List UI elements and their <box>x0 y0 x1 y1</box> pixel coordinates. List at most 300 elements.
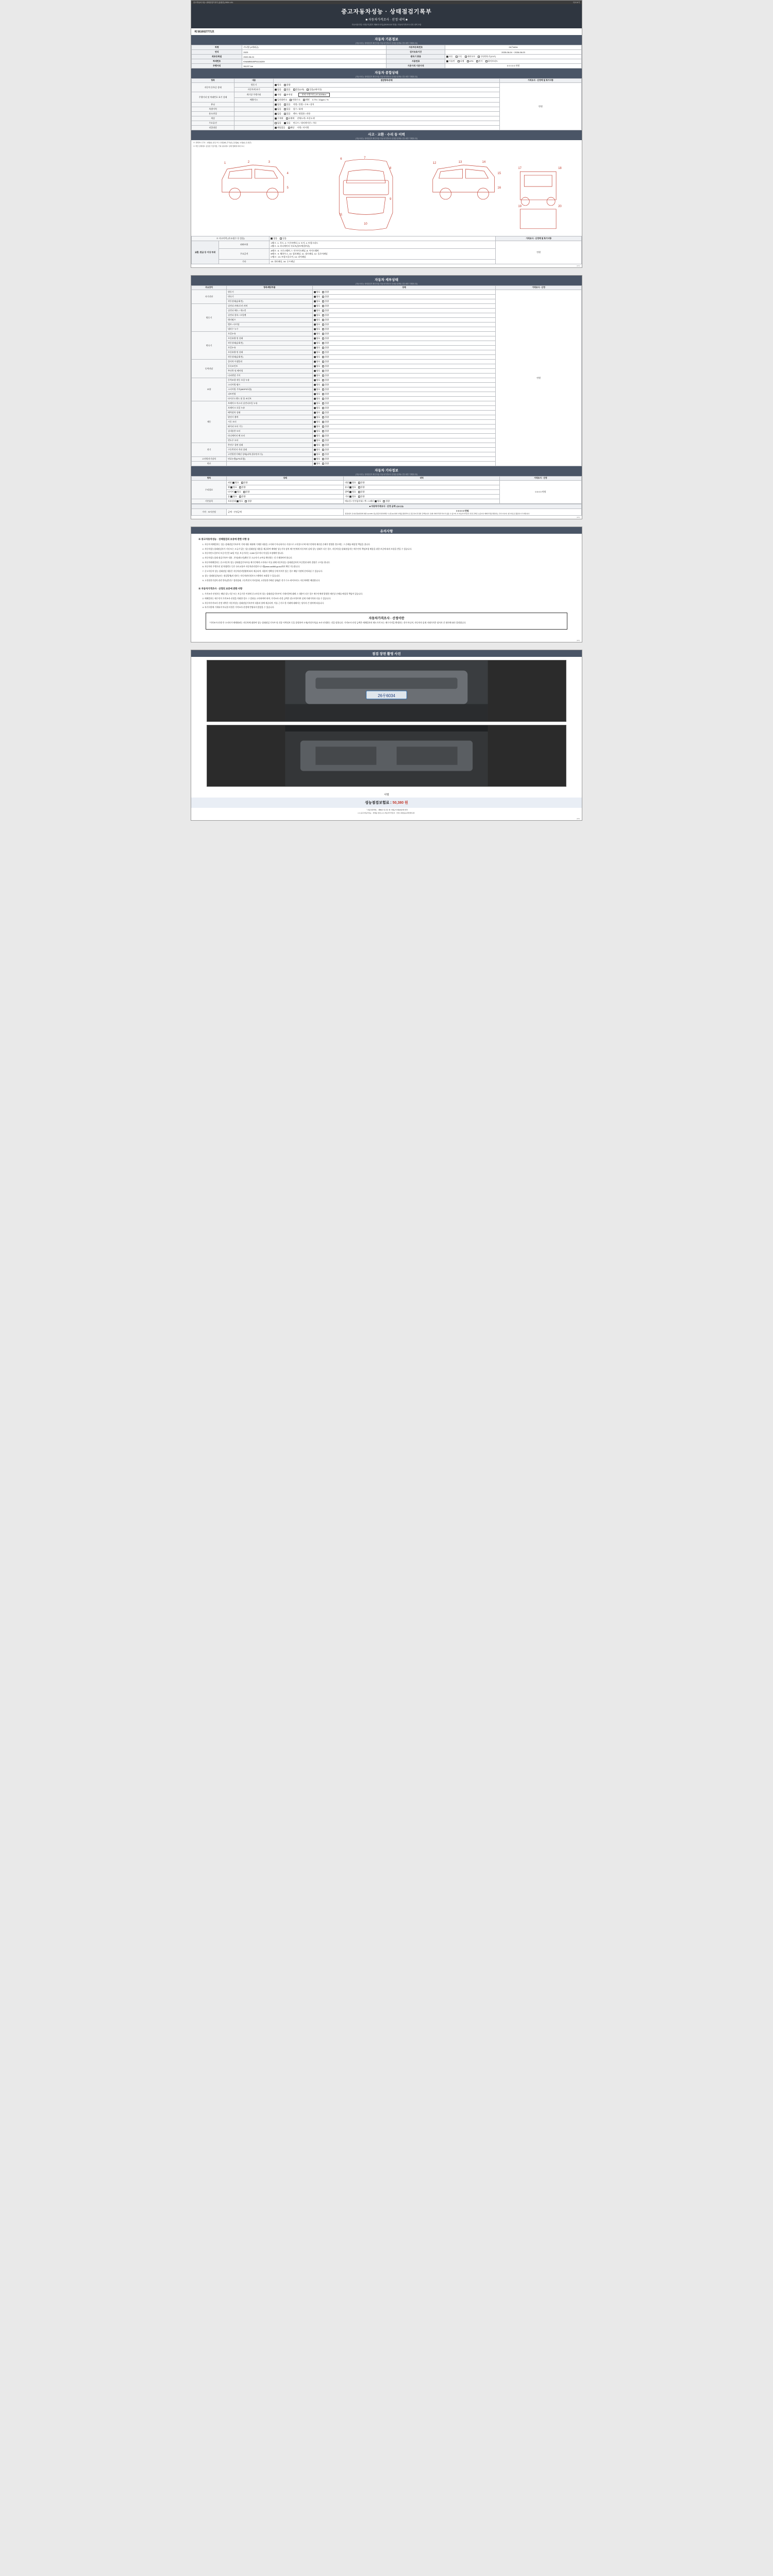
state-tuning <box>273 103 499 107</box>
checkbox-color-mono[interactable]: 무채색 <box>275 117 283 120</box>
checkbox-meter-ng[interactable]: 부적정 <box>284 93 293 96</box>
detail-part-label: 브레이크 마스터 실린더오일 누유 <box>227 401 313 406</box>
checkbox-detail-0[interactable]: 양호 <box>314 439 321 442</box>
checkbox-detail-1[interactable]: 불량 <box>322 337 329 340</box>
section-basic-title: 자동차 기본정보 <box>375 37 398 41</box>
car-diagram <box>191 148 582 236</box>
checkbox-detail-1[interactable]: 불량 <box>322 369 329 372</box>
overall-price-cell: 만원 <box>500 83 582 130</box>
checkbox-detail-0[interactable]: 양호 <box>314 383 321 386</box>
detail-state-cell <box>312 378 496 383</box>
checkbox-detail-0[interactable]: 양호 <box>314 425 321 428</box>
page-title: 중고자동차성능 · 상태점검기록부 <box>341 9 432 15</box>
value-inspection-period: 2025-06-04 ~ 2026-06-03 <box>445 50 582 55</box>
detail-state-cell <box>312 411 496 415</box>
checkbox-opt-none[interactable]: 없음 <box>275 122 281 125</box>
section-etc-header <box>191 466 582 476</box>
checkbox-detail-1[interactable]: 불량 <box>322 342 329 345</box>
checkbox-smoke[interactable]: 매연 <box>303 98 310 101</box>
svg-text:4: 4 <box>287 172 289 176</box>
checkbox-detail-1[interactable]: 불량 <box>322 434 329 437</box>
th-etc-item: 항목 <box>192 477 227 481</box>
checkbox-fuel-gasoline[interactable]: 가솔린 <box>446 60 455 63</box>
table-header-row <box>192 79 582 83</box>
state-registration <box>273 83 499 88</box>
detail-state-cell <box>312 355 496 360</box>
svg-text:26우6034: 26우6034 <box>378 693 395 698</box>
checkbox-etc-a-2-0[interactable]: 양호 <box>234 490 241 494</box>
tuning-detail: 적법 / 불법 / 구조 / 장치 <box>293 103 314 106</box>
etc-state-b: 광택 양호 불량 <box>344 490 500 495</box>
label-base-price: 기준가격 기준가격 <box>386 64 445 69</box>
checkbox-detail-1[interactable]: 불량 <box>322 355 329 359</box>
checkbox-etc-b-4-0[interactable]: 양호 <box>375 500 381 503</box>
detail-state-cell <box>312 304 496 309</box>
checkbox-exists-1[interactable]: 있음(1회) <box>293 88 304 91</box>
checkbox-detail-0[interactable]: 양호 <box>314 416 321 419</box>
checkbox-etc-b-3-1[interactable]: 불량 <box>358 495 365 498</box>
checkbox-opt-yes[interactable]: 있음 <box>284 122 291 125</box>
etc-state-b: 유리 양호 불량 <box>344 485 500 490</box>
footer-line-2: [ 1 ] 중고자동차성능 · 상태를 점검, [ 2 ] 자동차가격조사 · 산정 ) 하였음을 확인합니다. <box>358 811 415 814</box>
detail-state-cell <box>312 415 496 420</box>
checkbox-detail-1[interactable]: 불량 <box>322 397 329 400</box>
checkbox-detail-1[interactable]: 불량 <box>322 462 329 465</box>
detail-part-label: 라디에이터 팬 모터 <box>227 434 313 438</box>
accident-history-table <box>191 236 582 264</box>
detail-state-cell <box>312 429 496 434</box>
detail-state-cell <box>312 327 496 332</box>
row-sub-usechange <box>234 112 274 116</box>
checkbox-co[interactable]: 일산화탄소 <box>275 98 287 101</box>
checkbox-detail-1[interactable]: 불량 <box>322 379 329 382</box>
checkbox-detail-1[interactable]: 불량 <box>322 300 329 303</box>
detail-group-label: 자기진단 <box>192 290 227 304</box>
checkbox-detail-1[interactable]: 불량 <box>322 318 329 321</box>
table-row <box>192 236 582 241</box>
caution-item-price: 3. 자동차가격조사·산정 내역은 자동차성능·상태점검기록부의 내용과 함께 제공되며, 이를 근거로 한 거래에 대해서는 당사자 간 협의에 따릅니다. <box>205 602 575 605</box>
checkbox-detail-1[interactable]: 불량 <box>322 393 329 396</box>
checkbox-transmission-manual[interactable]: 수동 <box>456 55 462 58</box>
detail-part-label: 오일누유 <box>227 346 313 350</box>
th-detail-price: 가격조사 · 산정 <box>496 286 582 290</box>
value-year: 2023 <box>242 50 386 55</box>
checkbox-detail-1[interactable]: 불량 <box>322 365 329 368</box>
checkbox-detail-1[interactable]: 불량 <box>322 374 329 377</box>
checkbox-use-none[interactable]: 없음 <box>275 112 281 115</box>
checkbox-detail-1[interactable]: 불량 <box>322 314 329 317</box>
caution-item: 1. 자동차 매매업자는 성능·상태점검기록부의 기재 내용 제대에 기재한 내용을 고지하기 아니하거나 거짓으로 고지할으로써 매수인에게 재산상 손해가 발생한 경우에는 그 손해를 배상할 책임을 집니다. <box>205 544 575 547</box>
disclaimer-title: 자동차가격조사 · 산정이란 <box>368 617 405 620</box>
checkbox-detail-1[interactable]: 불량 <box>322 406 329 410</box>
emission-values: 0.7% / 10ppm / % <box>312 98 329 101</box>
detail-state-cell <box>312 387 496 392</box>
checkbox-special-none[interactable]: 없음 <box>275 108 281 111</box>
detail-state-cell <box>312 364 496 369</box>
etc-state-a: 휠 양호 불량 <box>227 485 344 490</box>
label-parts-group: 교환, 판금 등 이상 부위 <box>192 241 219 264</box>
checkbox-detail-1[interactable]: 불량 <box>322 425 329 428</box>
checkbox-etc-b-2-1[interactable]: 불량 <box>358 490 365 494</box>
table-header-row <box>192 477 582 481</box>
frame-line-2: B랭크 : 9. 휠하우스, 10. 필러패널, 11. 대시패널, 12. 플로어패널 <box>271 252 328 255</box>
checkbox-fuel-diesel[interactable]: 디젤 <box>458 60 464 63</box>
window-action[interactable]: 다시보기 <box>573 2 580 4</box>
frame-line-3: C랭크 : 13. 트렁크플로어, 14. 리어패널 <box>271 256 306 258</box>
accident-legend: ※ 상태표시 부호 : 교환(X), 판금 또는 용접(W), 부식(C), 흠집(A), 요철(U), 손상(T) <box>193 142 251 144</box>
checkbox-recall-yes[interactable]: 해당 <box>288 126 295 129</box>
th-accident-price: 가격조사 · 산정액 및 특기사항 <box>496 236 582 241</box>
svg-text:11: 11 <box>339 213 343 216</box>
checkbox-detail-0[interactable]: 양호 <box>314 295 321 298</box>
checkbox-color-chroma[interactable]: 유채색 <box>286 117 295 120</box>
checkbox-transmission-cvt[interactable]: 무단변속기(CVT) <box>478 55 496 58</box>
detail-state-cell <box>312 299 496 304</box>
checkbox-detail-1[interactable]: 불량 <box>322 323 329 326</box>
insurance-price-row <box>191 798 582 808</box>
checkbox-detail-1[interactable]: 불량 <box>322 444 329 447</box>
window-topbar <box>191 1 582 4</box>
checkbox-detail-0[interactable]: 양호 <box>314 342 321 345</box>
detail-part-label: 변속기 <box>227 295 313 299</box>
sheet-3 <box>191 527 582 642</box>
checkbox-detail-1[interactable]: 불량 <box>322 453 329 456</box>
caution-head-1: ※ 중고자동차성능 · 상태점검의 보증에 관한 사항 등 <box>198 538 250 540</box>
row-sub-options <box>234 121 274 126</box>
table-row <box>192 504 582 509</box>
checkbox-detail-1[interactable]: 불량 <box>322 346 329 349</box>
etc-price-cell: 0 0 0 0 만원 <box>500 481 582 504</box>
checkbox-detail-1[interactable]: 불량 <box>322 309 329 312</box>
checkbox-etc-b-4-1[interactable]: 불량 <box>383 500 390 503</box>
checkbox-etc-b-1-1[interactable]: 불량 <box>358 486 365 489</box>
caution-item-price: 1. 가격조사·산정자는 해당 성능기준 또는 보증기간 이내에 중고자동차 성능·상태점검기록부의 기재사항에 대해 그 내용이 다른 경우 매수인에게 발생한 재산상 손해를 배상할 책임이 있습니다. <box>205 593 575 596</box>
detail-state-cell <box>312 462 496 466</box>
checkbox-detail-0[interactable]: 양호 <box>314 309 321 312</box>
footer-line-1: 「 자동차관리법」 제58조 및 같은 법 시행규칙 제120조에 따라 <box>365 808 408 811</box>
table-row <box>192 290 582 295</box>
detail-group-label: 동력전달 <box>192 360 227 378</box>
row-label-meter: 주행거리 및 차대번호 표기 상태 <box>192 92 234 103</box>
detail-part-label: 실린더 헤드 / 개스킷 <box>227 309 313 313</box>
checkbox-detail-0[interactable]: 양호 <box>314 314 321 317</box>
svg-text:17: 17 <box>518 167 522 171</box>
row-sub-idle: 자동차세 표기 <box>234 88 274 92</box>
checkbox-detail-0[interactable]: 양호 <box>314 337 321 340</box>
checkbox-etc-a-4-1[interactable]: 불량 <box>245 500 251 503</box>
etc-state-b: 내장 양호 불량 <box>344 481 500 485</box>
checkbox-detail-1[interactable]: 불량 <box>322 411 329 414</box>
detail-group-label: 연료 <box>192 462 227 466</box>
checkbox-etc-a-3-0[interactable]: 양호 <box>230 495 237 498</box>
checkbox-detail-1[interactable]: 불량 <box>322 332 329 335</box>
title-block <box>191 4 582 28</box>
detail-part-label: 작동상태(공회전) <box>227 355 313 360</box>
checkbox-detail-0[interactable]: 양호 <box>314 346 321 349</box>
checkbox-detail-0[interactable]: 양호 <box>314 300 321 303</box>
th-group: 주요장치 <box>192 286 227 290</box>
checkbox-fuel-electric[interactable]: 전기 <box>476 60 483 63</box>
checkbox-etc-b-1-0[interactable]: 양호 <box>349 486 356 489</box>
detail-part-label: 피트먼암 <box>227 392 313 397</box>
checkbox-exists[interactable]: 있음 <box>284 88 291 91</box>
meter-display: 현재 미행거리 | 57,8199km <box>298 93 330 97</box>
checkbox-detail-0[interactable]: 양호 <box>314 457 321 461</box>
checkbox-etc-b-3-0[interactable]: 양호 <box>349 495 356 498</box>
caution-item: 3. 자동차인도일부터 보증기간은 30일 이상, 보증거리는 2,000 킬로미터 이상을 보장해야 합니다. <box>205 552 575 555</box>
checkbox-detail-0[interactable]: 양호 <box>314 323 321 326</box>
detail-part-label: 작동상태(공회전) <box>227 299 313 304</box>
row-sub-color <box>234 116 274 121</box>
checkbox-special-yes[interactable]: 있음 <box>284 108 291 111</box>
checkbox-etc-b-0-1[interactable]: 불량 <box>358 481 365 484</box>
insurance-price-value: 50,380 원 <box>392 801 408 805</box>
checkbox-etc-a-3-1[interactable]: 불량 <box>239 495 246 498</box>
etc-state-a: 보유상태 양호 불량 <box>227 499 344 504</box>
label-vin: 차대번호 <box>192 59 242 64</box>
checkbox-detail-0[interactable]: 양호 <box>314 328 321 331</box>
checkbox-detail-1[interactable]: 불량 <box>322 457 329 461</box>
etc-state-b: 기타 양호 불량 <box>344 495 500 499</box>
checkbox-recall-na[interactable]: 해당없음 <box>275 126 285 129</box>
checkbox-detail-0[interactable]: 양호 <box>314 291 321 294</box>
svg-text:8: 8 <box>389 167 392 171</box>
special-detail: 침수 / 화재 <box>293 108 303 110</box>
checkbox-detail-0[interactable]: 양호 <box>314 304 321 308</box>
detail-part-label: 원동기 <box>227 290 313 295</box>
caution-item: 5. 자동차매매업자는 중고자동차 성능·상태점검기록부를 매수인에게 고지하고 이를 위해 자동차성능·상태점검자의 보증범위 외의 결함은 고지를 합니다. <box>205 562 575 565</box>
checkbox-detail-0[interactable]: 양호 <box>314 388 321 391</box>
value-plate: 26우6034 <box>445 45 582 50</box>
checkbox-tuning-yes[interactable]: 있음 <box>284 103 291 106</box>
sheet4-footer: (4/4) <box>576 817 580 820</box>
section-basic-sub: (자동차성능·상태점검자 확인사항: 자동차가격조사·산정을 함께요 경우에만 기재합니다) <box>355 42 418 44</box>
checkbox-transmission-auto[interactable]: 자동 <box>446 55 453 58</box>
detail-group-label: 원동기 <box>192 304 227 332</box>
checkbox-etc-a-4-0[interactable]: 양호 <box>237 500 243 503</box>
checkbox-detail-0[interactable]: 양호 <box>314 318 321 321</box>
checkbox-etc-a-1-0[interactable]: 양호 <box>230 486 237 489</box>
detail-part-label: 타이로드엔드 및 볼 조인트 <box>227 397 313 401</box>
checkbox-detail-1[interactable]: 불량 <box>322 416 329 419</box>
detail-part-label: 실내송풍 모터 <box>227 429 313 434</box>
table-row <box>192 83 582 88</box>
accident-price-value: 만원 <box>496 241 582 264</box>
checkbox-none[interactable]: 없음 <box>275 88 281 91</box>
etc-state-a: 룸 양호 불량 <box>227 495 344 499</box>
label-year: 연식 <box>192 50 242 55</box>
detail-state-cell <box>312 309 496 313</box>
options-detail: 썬루프 / 내비게이션 / 기타 <box>293 122 316 124</box>
row-label-registration: 자동차 등록증 상태 <box>192 83 234 92</box>
table-row <box>192 509 582 516</box>
checkbox-detail-0[interactable]: 양호 <box>314 355 321 359</box>
checkbox-detail-0[interactable]: 양호 <box>314 351 321 354</box>
row-sub-engine: 원동기 <box>234 83 274 88</box>
svg-text:2: 2 <box>247 161 250 164</box>
checkbox-fuel-lpg[interactable]: LPG <box>467 60 474 62</box>
value-main-frame <box>270 249 496 260</box>
checkbox-detail-0[interactable]: 양호 <box>314 397 321 400</box>
table-row <box>192 45 582 50</box>
detail-group-label: 변속기 <box>192 332 227 360</box>
detail-part-label: 워터펌프 <box>227 318 313 323</box>
price-summary-value: 0 0 0 0 0 만원 <box>456 510 469 512</box>
checkbox-detail-1[interactable]: 불량 <box>322 383 329 386</box>
table-row <box>192 481 582 485</box>
checkbox-detail-1[interactable]: 불량 <box>322 351 329 354</box>
checkbox-detail-0[interactable]: 양호 <box>314 453 321 456</box>
detail-part-label: 추진축 및 베어링 <box>227 369 313 374</box>
checkbox-detail-0[interactable]: 양호 <box>314 462 321 465</box>
detail-part-label: 시동 모터 <box>227 420 313 425</box>
checkbox-accident-yes[interactable]: 있음 <box>280 237 287 240</box>
label-outer-panel: 외판부위 <box>219 241 269 249</box>
checkbox-tuning-none[interactable]: 없음 <box>275 103 281 106</box>
checkbox-etc-a-0-1[interactable]: 불량 <box>241 481 248 484</box>
detail-state-cell <box>312 313 496 318</box>
checkbox-transmission-semi[interactable]: 세미오토 <box>465 55 475 58</box>
checkbox-accident-none[interactable]: 없음 <box>271 237 277 240</box>
table-header-row <box>192 286 582 290</box>
checkbox-detail-0[interactable]: 양호 <box>314 360 321 363</box>
svg-text:13: 13 <box>458 161 462 164</box>
section-overall-sub: (자동차성능·상태점검자 확인사항: 자동차가격조사·산정을 함께요 경우에만 기재합니다) <box>355 75 418 78</box>
checkbox-detail-0[interactable]: 양호 <box>314 434 321 437</box>
checkbox-etc-a-1-1[interactable]: 불량 <box>239 486 246 489</box>
th-etc-detail: 내역 <box>344 477 500 481</box>
section-accident-sub: (자동차성능·상태점검자 확인사항: 자동차가격조사·산정을 함께요 경우에만 기재합니다) <box>355 137 418 140</box>
label-mileage: 주행거리 <box>192 64 242 69</box>
row-label-color: 색상 <box>192 116 234 121</box>
checkbox-use-yes[interactable]: 있음 <box>284 112 291 115</box>
detail-state-cell <box>312 397 496 401</box>
checkbox-detail-1[interactable]: 불량 <box>322 295 329 298</box>
checkbox-detail-1[interactable]: 불량 <box>322 304 329 308</box>
checkbox-detail-1[interactable]: 불량 <box>322 448 329 451</box>
checkbox-etc-a-2-1[interactable]: 불량 <box>243 490 250 494</box>
checkbox-detail-0[interactable]: 양호 <box>314 444 321 447</box>
checkbox-etc-b-0-0[interactable]: 양호 <box>349 481 356 484</box>
label-inspection-period: 검사유효기간 <box>386 50 445 55</box>
signature-label: 서명 <box>384 793 389 796</box>
th-price: 가격조사 · 산정액 및 특기사항 <box>500 79 582 83</box>
checkbox-detail-0[interactable]: 양호 <box>314 365 321 368</box>
checkbox-detail-1[interactable]: 불량 <box>322 439 329 442</box>
price-summary-text: 점검/평가 조사(산정)대상에 대한 (1) 1151 성능점검기록부(해당 시) 및 (2) 현재 시세를 종합적으로 검토하여 산정한 금액입니다. 실제 거래가격과 차이가 있을 수 있으며, 이 자동차가격조사·산정 금액은 보증이나 매매가격을 확정하는 것이 아니며, 참고자료로 활용하시기 바랍니다. <box>345 513 530 515</box>
checkbox-meter-ok[interactable]: 적정 <box>275 93 281 96</box>
detail-group-label: 제동 <box>192 401 227 443</box>
checkbox-detail-0[interactable]: 양호 <box>314 379 321 382</box>
checkbox-exists-2[interactable]: 있음(2회이상) <box>307 88 322 91</box>
detail-group-label: 고전원전기장치 <box>192 457 227 462</box>
checkbox-hc[interactable]: 탄화수소 <box>290 98 300 101</box>
value-outer-panel <box>270 241 496 249</box>
value-base-price: 0 0 0 0 0 만원 <box>445 64 582 69</box>
disclaimer-body: "가격조사·산정"은 소비자가 매매하려는 자동차에 대하여 성능·상태점검 기록부 및 각종 이력정보 등을 종합하여 시세(적정가격)를 조사·산정하는 것을 말합니다. 가격조사·산정 금액은 매매업자의 매도가격 또는 매수가격을 확정하는 것이 아니며, 자동차의 실제 거래가격은 당사자 간 협의에 따라 결정됩니다. <box>209 621 466 624</box>
detail-part-label: 실린더 블록 / 오일팬 <box>227 313 313 318</box>
price-label-2: 금액 · 산정금액 <box>227 509 344 516</box>
price-summary-title: ■ 자동차가격조사 · 산정 금액 (단위:만원) <box>192 504 582 509</box>
checkbox-etc-a-0-0[interactable]: 양호 <box>232 481 239 484</box>
detail-part-label: 윈도우 모터 <box>227 438 313 443</box>
window-title: 중고자동차 성능·상태점검기록부 (통합본) 2021.1.01. <box>193 2 233 4</box>
detail-state-cell <box>312 425 496 429</box>
detail-part-label: 클러치 어셈블리 <box>227 360 313 364</box>
checkbox-bad[interactable]: 불량 <box>284 83 291 87</box>
checkbox-detail-1[interactable]: 불량 <box>322 402 329 405</box>
checkbox-detail-0[interactable]: 양호 <box>314 402 321 405</box>
checkbox-detail-1[interactable]: 불량 <box>322 360 329 363</box>
section-etc-sub: (자동차성능·상태점검자 확인사항: 자동차가격조사·산정을 함께요 경우에만 기재합니다) <box>355 473 418 476</box>
svg-text:7: 7 <box>364 157 366 160</box>
checkbox-good[interactable]: 양호 <box>275 83 281 87</box>
detail-part-label: 오일누유 <box>227 332 313 336</box>
checkbox-detail-0[interactable]: 양호 <box>314 393 321 396</box>
svg-text:3: 3 <box>268 161 270 164</box>
detail-state-cell <box>312 443 496 448</box>
caution-item-price: 2. 매매업자는 매수인이 가격조사·산정을 의뢰한 경우 그 결과를 고지하여야 하며, 가격조사·산정 금액은 참고사항이며 실제 거래가격과 다를 수 있습니다. <box>205 598 575 601</box>
checkbox-detail-0[interactable]: 양호 <box>314 369 321 372</box>
detail-state-cell <box>312 318 496 323</box>
checkbox-detail-0[interactable]: 양호 <box>314 411 321 414</box>
checkbox-detail-0[interactable]: 양호 <box>314 332 321 335</box>
checkbox-detail-0[interactable]: 양호 <box>314 420 321 423</box>
detail-state-cell <box>312 406 496 411</box>
table-row <box>192 241 582 249</box>
detail-part-label: 배력장치 상태 <box>227 411 313 415</box>
row-sub-meter: 계기상 주행거리 <box>234 92 274 98</box>
detail-part-label: 발전기 출력 <box>227 415 313 420</box>
value-transmission <box>445 55 582 59</box>
row-sub-emission: 배출가스 <box>234 98 274 103</box>
page-note: 자동차관리법 시행규칙 [별지 제82호서식] (2019.5.15 개정) / 자동차가격조사·산정 내역 포함 <box>351 24 422 26</box>
section-etc-title: 자동차 기타정보 <box>375 468 398 472</box>
price-label-1: 가격 · 조사산정 <box>192 509 227 516</box>
svg-text:20: 20 <box>558 205 562 208</box>
detail-group-label: 조향 <box>192 378 227 401</box>
checkbox-detail-1[interactable]: 불량 <box>322 328 329 331</box>
svg-text:5: 5 <box>287 187 289 190</box>
caution-item-price: 4. 특기사항에 기재되지 아니한 사항은 가격조사·산정에 반영되지 않았을 수 있습니다. <box>205 606 575 609</box>
sheet3-footer: (3/4) <box>576 639 580 641</box>
checkbox-detail-1[interactable]: 불량 <box>322 388 329 391</box>
checkbox-detail-1[interactable]: 불량 <box>322 420 329 423</box>
checkbox-fuel-hybrid[interactable]: 하이브리드 <box>485 60 498 63</box>
detail-price-cell: 만원 <box>496 290 582 466</box>
svg-text:19: 19 <box>518 205 522 208</box>
accident-history-state <box>270 236 496 241</box>
detail-state-cell <box>312 434 496 438</box>
label-transmission: 변속기 종류 <box>386 55 445 59</box>
accident-history-label: ※ 사고이력 (사고/침수 등 있음) <box>192 236 270 241</box>
etc-state-a: 타이어 양호 불량 <box>227 490 344 495</box>
checkbox-etc-b-2-0[interactable]: 양호 <box>349 490 356 494</box>
checkbox-detail-0[interactable]: 양호 <box>314 448 321 451</box>
detail-part-label: 브레이크 오일 누유 <box>227 406 313 411</box>
checkbox-detail-0[interactable]: 양호 <box>314 430 321 433</box>
checkbox-detail-0[interactable]: 양호 <box>314 374 321 377</box>
th-etc-state: 상태 <box>227 477 344 481</box>
document-page <box>0 0 773 821</box>
checkbox-detail-1[interactable]: 불량 <box>322 430 329 433</box>
detail-part-label: 충전구 절연 상태 <box>227 443 313 448</box>
checkbox-detail-1[interactable]: 불량 <box>322 291 329 294</box>
detail-part-label: 냉각수 누수 <box>227 327 313 332</box>
svg-text:10: 10 <box>364 222 367 226</box>
label-fuel: 사용연료 <box>386 59 445 64</box>
checkbox-detail-0[interactable]: 양호 <box>314 406 321 410</box>
